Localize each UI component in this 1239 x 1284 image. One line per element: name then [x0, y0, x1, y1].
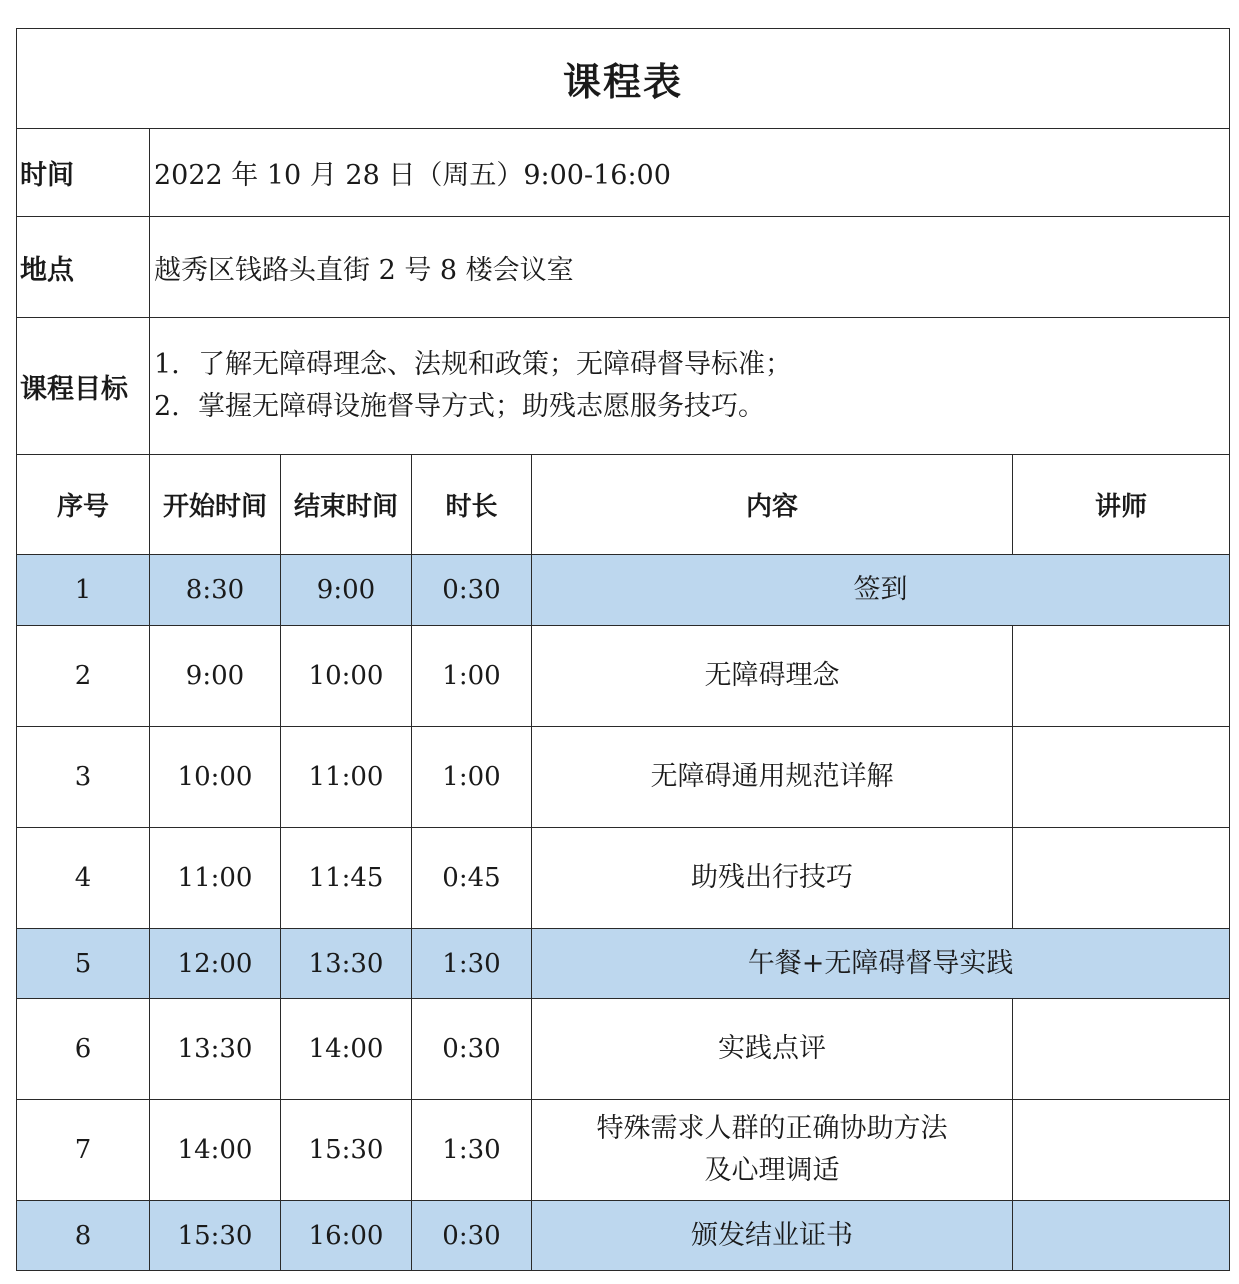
end-cell: 16:00: [281, 1201, 412, 1271]
content-text: 及心理调适: [704, 1155, 840, 1186]
header-lecturer: 讲师: [1013, 455, 1230, 555]
table-row: [17, 999, 1230, 1100]
content-cell: [532, 828, 1013, 929]
content-text: 无障碍理念: [704, 660, 840, 691]
content-text: 助残出行技巧: [691, 862, 853, 893]
table-row: [17, 626, 1230, 727]
content-cell: [532, 555, 1230, 626]
lecturer-cell: [1013, 1201, 1230, 1271]
seq-cell: 6: [17, 999, 150, 1100]
seq-cell: 8: [17, 1201, 150, 1271]
duration-cell: 1:30: [412, 1100, 532, 1201]
header-seq: 序号: [17, 455, 150, 555]
start-cell: 10:00: [150, 727, 281, 828]
table-row: [17, 727, 1230, 828]
table-row: [17, 555, 1230, 626]
seq-cell: 1: [17, 555, 150, 626]
duration-cell: 1:00: [412, 727, 532, 828]
header-row: [17, 455, 1230, 555]
content-text: 实践点评: [718, 1033, 826, 1064]
start-cell: 9:00: [150, 626, 281, 727]
lecturer-cell: [1013, 727, 1230, 828]
goal-text: 了解无障碍理念、法规和政策；无障碍督导标准；: [198, 349, 792, 380]
end-cell: 15:30: [281, 1100, 412, 1201]
page-title: 课程表: [17, 29, 1230, 129]
seq-cell: 2: [17, 626, 150, 727]
goal-label: 课程目标: [17, 318, 150, 455]
content-cell: [532, 626, 1013, 727]
goal-number: 2.: [154, 391, 180, 422]
end-cell: 11:00: [281, 727, 412, 828]
content-cell: [532, 1100, 1013, 1201]
lecturer-cell: [1013, 626, 1230, 727]
seq-cell: 5: [17, 929, 150, 999]
table-row: [17, 929, 1230, 999]
goal-number: 1.: [154, 349, 180, 380]
start-cell: 13:30: [150, 999, 281, 1100]
start-cell: 8:30: [150, 555, 281, 626]
content-text: 午餐+无障碍督导实践: [747, 947, 1014, 979]
end-cell: 10:00: [281, 626, 412, 727]
seq-cell: 4: [17, 828, 150, 929]
end-cell: 11:45: [281, 828, 412, 929]
goal-row: [17, 318, 1230, 455]
content-cell: [532, 727, 1013, 828]
end-cell: 9:00: [281, 555, 412, 626]
content-cell: [532, 1201, 1013, 1271]
duration-cell: 1:30: [412, 929, 532, 999]
table-row: [17, 1100, 1230, 1201]
schedule-table: [16, 28, 1230, 1271]
duration-cell: 0:45: [412, 828, 532, 929]
lecturer-cell: [1013, 999, 1230, 1100]
table-row: [17, 828, 1230, 929]
seq-cell: 3: [17, 727, 150, 828]
goal-list: [150, 318, 1230, 455]
content-cell: [532, 999, 1013, 1100]
place-label: 地点: [17, 217, 150, 318]
end-cell: 13:30: [281, 929, 412, 999]
content-text: 特殊需求人群的正确协助方法: [596, 1113, 948, 1144]
lecturer-cell: [1013, 828, 1230, 929]
top-strip: [0, 0, 1239, 6]
header-end: 结束时间: [281, 455, 412, 555]
goal-text: 掌握无障碍设施督导方式；助残志愿服务技巧。: [198, 391, 765, 422]
time-label: 时间: [17, 129, 150, 217]
place-row: [17, 217, 1230, 318]
table-row: [17, 1201, 1230, 1271]
header-start: 开始时间: [150, 455, 281, 555]
start-cell: 11:00: [150, 828, 281, 929]
lecturer-cell: [1013, 1100, 1230, 1201]
header-duration: 时长: [412, 455, 532, 555]
duration-cell: 0:30: [412, 555, 532, 626]
duration-cell: 0:30: [412, 1201, 532, 1271]
place-value: 越秀区钱路头直街 2 号 8 楼会议室: [150, 217, 1230, 318]
content-text: 无障碍通用规范详解: [650, 761, 894, 792]
start-cell: 14:00: [150, 1100, 281, 1201]
start-cell: 12:00: [150, 929, 281, 999]
duration-cell: 0:30: [412, 999, 532, 1100]
duration-cell: 1:00: [412, 626, 532, 727]
time-value: 2022 年 10 月 28 日（周五）9:00-16:00: [150, 129, 1230, 217]
start-cell: 15:30: [150, 1201, 281, 1271]
content-text: 签到: [853, 574, 908, 605]
time-row: [17, 129, 1230, 217]
seq-cell: 7: [17, 1100, 150, 1201]
content-cell: [532, 929, 1230, 999]
goal-item: [154, 344, 1229, 386]
header-content: 内容: [532, 455, 1013, 555]
end-cell: 14:00: [281, 999, 412, 1100]
goal-item: [154, 386, 1229, 428]
title-row: [17, 29, 1230, 129]
content-text: 颁发结业证书: [691, 1219, 853, 1251]
